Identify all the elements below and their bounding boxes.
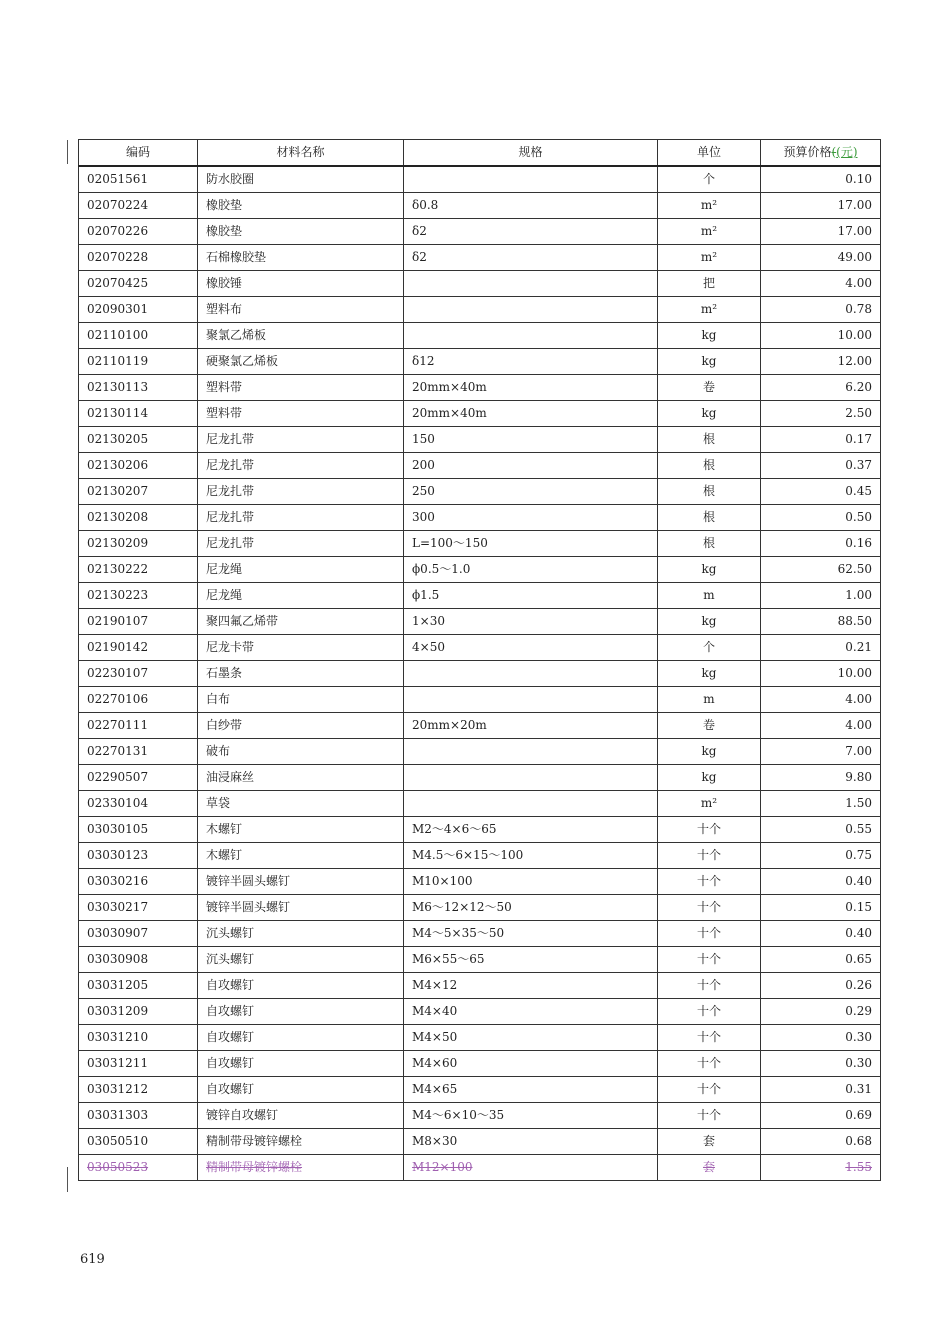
table-row — [79, 375, 881, 401]
cell-code: 02270106 — [79, 687, 198, 713]
table-row-deleted — [79, 1155, 881, 1181]
cell-spec: M6×55～65 — [404, 947, 658, 973]
cell-spec: M4×50 — [404, 1025, 658, 1051]
cell-unit: kg — [658, 609, 761, 635]
cell-spec: M4×60 — [404, 1051, 658, 1077]
table-row — [79, 921, 881, 947]
cell-name: 尼龙绳 — [198, 583, 404, 609]
cell-price: 1.55 — [761, 1155, 881, 1181]
cell-spec: M4～6×10～35 — [404, 1103, 658, 1129]
header-spec: 规格 — [404, 140, 658, 167]
cell-spec: 20mm×40m — [404, 401, 658, 427]
table-row — [79, 1129, 881, 1155]
cell-spec: M10×100 — [404, 869, 658, 895]
cell-unit: 十个 — [658, 947, 761, 973]
cell-name: 自攻螺钉 — [198, 999, 404, 1025]
cell-code: 02330104 — [79, 791, 198, 817]
cell-spec: M4×12 — [404, 973, 658, 999]
cell-unit: 十个 — [658, 869, 761, 895]
cell-price: 0.15 — [761, 895, 881, 921]
cell-price: 0.40 — [761, 921, 881, 947]
table-row — [79, 661, 881, 687]
cell-code: 02051561 — [79, 166, 198, 193]
cell-spec: M4×65 — [404, 1077, 658, 1103]
cell-spec: L=100～150 — [404, 531, 658, 557]
cell-name: 木螺钉 — [198, 817, 404, 843]
cell-price: 10.00 — [761, 661, 881, 687]
cell-name: 橡胶锤 — [198, 271, 404, 297]
cell-code: 02230107 — [79, 661, 198, 687]
cell-spec — [404, 687, 658, 713]
cell-spec: 300 — [404, 505, 658, 531]
cell-name: 尼龙卡带 — [198, 635, 404, 661]
cell-code: 02130205 — [79, 427, 198, 453]
table-row — [79, 687, 881, 713]
cell-spec — [404, 765, 658, 791]
cell-price: 0.37 — [761, 453, 881, 479]
cell-name: 精制带母镀锌螺栓 — [198, 1155, 404, 1181]
cell-name: 沉头螺钉 — [198, 921, 404, 947]
header-price — [761, 140, 881, 167]
cell-unit: 十个 — [658, 921, 761, 947]
cell-spec: δ0.8 — [404, 193, 658, 219]
cell-spec: M6～12×12～50 — [404, 895, 658, 921]
cell-spec — [404, 323, 658, 349]
cell-code: 03030908 — [79, 947, 198, 973]
table-row — [79, 1025, 881, 1051]
cell-name: 尼龙扎带 — [198, 505, 404, 531]
cell-unit: kg — [658, 765, 761, 791]
cell-name: 自攻螺钉 — [198, 973, 404, 999]
cell-code: 02130222 — [79, 557, 198, 583]
cell-code: 02190107 — [79, 609, 198, 635]
cell-code: 02070224 — [79, 193, 198, 219]
table-row — [79, 739, 881, 765]
cell-unit: 根 — [658, 531, 761, 557]
cell-code: 03050510 — [79, 1129, 198, 1155]
cell-name: 沉头螺钉 — [198, 947, 404, 973]
cell-code: 02130114 — [79, 401, 198, 427]
cell-spec — [404, 297, 658, 323]
cell-unit: kg — [658, 739, 761, 765]
cell-unit: 把 — [658, 271, 761, 297]
table-row — [79, 1077, 881, 1103]
cell-name: 草袋 — [198, 791, 404, 817]
header-name: 材料名称 — [198, 140, 404, 167]
cell-spec: M4×40 — [404, 999, 658, 1025]
cell-spec: 4×50 — [404, 635, 658, 661]
table-header — [79, 140, 881, 167]
cell-name: 聚四氟乙烯带 — [198, 609, 404, 635]
cell-code: 02070228 — [79, 245, 198, 271]
cell-price: 0.26 — [761, 973, 881, 999]
cell-name: 白布 — [198, 687, 404, 713]
table-row — [79, 479, 881, 505]
cell-name: 破布 — [198, 739, 404, 765]
table-row — [79, 531, 881, 557]
cell-spec — [404, 791, 658, 817]
cell-name: 橡胶垫 — [198, 193, 404, 219]
table-row — [79, 1103, 881, 1129]
table-row — [79, 791, 881, 817]
cell-code: 03030123 — [79, 843, 198, 869]
cell-name: 橡胶垫 — [198, 219, 404, 245]
cell-code: 03030216 — [79, 869, 198, 895]
table-row — [79, 453, 881, 479]
cell-price: 0.29 — [761, 999, 881, 1025]
table-row — [79, 583, 881, 609]
cell-name: 自攻螺钉 — [198, 1051, 404, 1077]
cell-code: 02110100 — [79, 323, 198, 349]
cell-unit: 套 — [658, 1155, 761, 1181]
table-row — [79, 1051, 881, 1077]
cell-name: 自攻螺钉 — [198, 1025, 404, 1051]
cell-name: 聚氯乙烯板 — [198, 323, 404, 349]
cell-unit: 根 — [658, 479, 761, 505]
table-row — [79, 817, 881, 843]
cell-unit: m² — [658, 219, 761, 245]
table-row — [79, 557, 881, 583]
cell-unit: 十个 — [658, 1051, 761, 1077]
cell-code: 02130209 — [79, 531, 198, 557]
cell-unit: 十个 — [658, 1025, 761, 1051]
cell-code: 02270111 — [79, 713, 198, 739]
cell-price: 0.45 — [761, 479, 881, 505]
cell-price: 0.40 — [761, 869, 881, 895]
cell-name: 白纱带 — [198, 713, 404, 739]
header-unit: 单位 — [658, 140, 761, 167]
cell-spec: ϕ0.5～1.0 — [404, 557, 658, 583]
cell-name: 镀锌半圆头螺钉 — [198, 869, 404, 895]
cell-unit: kg — [658, 349, 761, 375]
cell-unit: 个 — [658, 635, 761, 661]
cell-unit: 十个 — [658, 1103, 761, 1129]
cell-price: 4.00 — [761, 271, 881, 297]
cell-spec: M4～5×35～50 — [404, 921, 658, 947]
table-row — [79, 947, 881, 973]
table-row — [79, 973, 881, 999]
cell-spec: 20mm×40m — [404, 375, 658, 401]
cell-price: 0.16 — [761, 531, 881, 557]
cell-price: 1.00 — [761, 583, 881, 609]
cell-name: 尼龙扎带 — [198, 427, 404, 453]
cell-price: 10.00 — [761, 323, 881, 349]
cell-price: 0.68 — [761, 1129, 881, 1155]
cell-code: 02090301 — [79, 297, 198, 323]
cell-name: 石墨条 — [198, 661, 404, 687]
cell-spec: 150 — [404, 427, 658, 453]
cell-price: 12.00 — [761, 349, 881, 375]
table-row — [79, 271, 881, 297]
header-row — [79, 140, 881, 167]
cell-price: 4.00 — [761, 687, 881, 713]
cell-code: 02130208 — [79, 505, 198, 531]
cell-unit: 个 — [658, 166, 761, 193]
cell-price: 6.20 — [761, 375, 881, 401]
cell-spec: M12×100 — [404, 1155, 658, 1181]
cell-unit: 十个 — [658, 895, 761, 921]
change-bar-bottom — [67, 1167, 68, 1192]
cell-code: 03030105 — [79, 817, 198, 843]
cell-unit: 根 — [658, 427, 761, 453]
cell-price: 17.00 — [761, 193, 881, 219]
table-row — [79, 245, 881, 271]
cell-code: 02130223 — [79, 583, 198, 609]
cell-spec: M8×30 — [404, 1129, 658, 1155]
table-row — [79, 999, 881, 1025]
cell-price: 4.00 — [761, 713, 881, 739]
table-row — [79, 401, 881, 427]
materials-price-table — [78, 139, 881, 1181]
cell-name: 油浸麻丝 — [198, 765, 404, 791]
cell-price: 2.50 — [761, 401, 881, 427]
header-price-unit-inserted: (元) — [836, 145, 858, 159]
table-row — [79, 895, 881, 921]
cell-code: 03031211 — [79, 1051, 198, 1077]
table-row — [79, 765, 881, 791]
cell-price: 0.30 — [761, 1051, 881, 1077]
table-row — [79, 635, 881, 661]
cell-spec: 20mm×20m — [404, 713, 658, 739]
cell-code: 03031209 — [79, 999, 198, 1025]
cell-unit: 根 — [658, 453, 761, 479]
table-row — [79, 323, 881, 349]
header-code: 编码 — [79, 140, 198, 167]
cell-unit: m² — [658, 193, 761, 219]
cell-name: 塑料布 — [198, 297, 404, 323]
cell-price: 0.55 — [761, 817, 881, 843]
cell-name: 塑料带 — [198, 375, 404, 401]
table-row — [79, 427, 881, 453]
table-row — [79, 193, 881, 219]
cell-unit: m² — [658, 245, 761, 271]
header-price-label: 预算价格 — [783, 145, 832, 159]
table-row — [79, 505, 881, 531]
cell-spec — [404, 166, 658, 193]
cell-spec: M4.5～6×15～100 — [404, 843, 658, 869]
cell-code: 02130206 — [79, 453, 198, 479]
cell-code: 02070425 — [79, 271, 198, 297]
table-row — [79, 166, 881, 193]
cell-spec — [404, 271, 658, 297]
cell-code: 03031303 — [79, 1103, 198, 1129]
cell-name: 自攻螺钉 — [198, 1077, 404, 1103]
cell-spec: δ2 — [404, 219, 658, 245]
cell-unit: 十个 — [658, 973, 761, 999]
table-row — [79, 349, 881, 375]
cell-price: 9.80 — [761, 765, 881, 791]
cell-code: 02130113 — [79, 375, 198, 401]
table-row — [79, 609, 881, 635]
cell-unit: m — [658, 583, 761, 609]
cell-price: 0.21 — [761, 635, 881, 661]
cell-unit: m² — [658, 297, 761, 323]
cell-name: 防水胶圈 — [198, 166, 404, 193]
cell-price: 0.30 — [761, 1025, 881, 1051]
cell-price: 0.50 — [761, 505, 881, 531]
table-body — [79, 166, 881, 1181]
cell-code: 03050523 — [79, 1155, 198, 1181]
cell-unit: kg — [658, 323, 761, 349]
cell-code: 03031212 — [79, 1077, 198, 1103]
cell-name: 精制带母镀锌螺栓 — [198, 1129, 404, 1155]
cell-code: 02070226 — [79, 219, 198, 245]
cell-unit: 十个 — [658, 817, 761, 843]
cell-unit: 卷 — [658, 713, 761, 739]
cell-code: 03030907 — [79, 921, 198, 947]
cell-code: 02270131 — [79, 739, 198, 765]
cell-price: 0.69 — [761, 1103, 881, 1129]
cell-code: 03030217 — [79, 895, 198, 921]
cell-name: 尼龙绳 — [198, 557, 404, 583]
cell-spec: δ12 — [404, 349, 658, 375]
cell-spec: δ2 — [404, 245, 658, 271]
cell-unit: 套 — [658, 1129, 761, 1155]
table-row — [79, 297, 881, 323]
cell-price: 0.10 — [761, 166, 881, 193]
cell-name: 石棉橡胶垫 — [198, 245, 404, 271]
cell-unit: m — [658, 687, 761, 713]
cell-name: 塑料带 — [198, 401, 404, 427]
cell-price: 0.31 — [761, 1077, 881, 1103]
cell-code: 02190142 — [79, 635, 198, 661]
cell-price: 49.00 — [761, 245, 881, 271]
cell-name: 尼龙扎带 — [198, 453, 404, 479]
table-row — [79, 869, 881, 895]
cell-price: 0.78 — [761, 297, 881, 323]
cell-spec: 1×30 — [404, 609, 658, 635]
cell-code: 03031205 — [79, 973, 198, 999]
cell-unit: 卷 — [658, 375, 761, 401]
cell-unit: 十个 — [658, 1077, 761, 1103]
cell-price: 17.00 — [761, 219, 881, 245]
cell-price: 88.50 — [761, 609, 881, 635]
cell-unit: kg — [658, 557, 761, 583]
table-row — [79, 713, 881, 739]
cell-name: 木螺钉 — [198, 843, 404, 869]
cell-name: 尼龙扎带 — [198, 479, 404, 505]
cell-spec: 250 — [404, 479, 658, 505]
table-row — [79, 843, 881, 869]
cell-code: 02290507 — [79, 765, 198, 791]
cell-unit: 根 — [658, 505, 761, 531]
cell-spec: ϕ1.5 — [404, 583, 658, 609]
cell-code: 02110119 — [79, 349, 198, 375]
page-number: 619 — [80, 1252, 105, 1267]
table-row — [79, 219, 881, 245]
header-price-deleted-mark: ( — [831, 145, 837, 159]
cell-unit: kg — [658, 401, 761, 427]
cell-price: 62.50 — [761, 557, 881, 583]
cell-code: 03031210 — [79, 1025, 198, 1051]
cell-name: 镀锌自攻螺钉 — [198, 1103, 404, 1129]
cell-spec — [404, 739, 658, 765]
cell-unit: 十个 — [658, 999, 761, 1025]
cell-name: 硬聚氯乙烯板 — [198, 349, 404, 375]
change-bar-top — [67, 140, 68, 164]
cell-unit: 十个 — [658, 843, 761, 869]
cell-spec: M2～4×6～65 — [404, 817, 658, 843]
cell-price: 0.65 — [761, 947, 881, 973]
cell-unit: kg — [658, 661, 761, 687]
cell-code: 02130207 — [79, 479, 198, 505]
cell-price: 7.00 — [761, 739, 881, 765]
cell-spec: 200 — [404, 453, 658, 479]
cell-unit: m² — [658, 791, 761, 817]
cell-spec — [404, 661, 658, 687]
cell-price: 0.75 — [761, 843, 881, 869]
cell-price: 0.17 — [761, 427, 881, 453]
cell-price: 1.50 — [761, 791, 881, 817]
cell-name: 尼龙扎带 — [198, 531, 404, 557]
cell-name: 镀锌半圆头螺钉 — [198, 895, 404, 921]
